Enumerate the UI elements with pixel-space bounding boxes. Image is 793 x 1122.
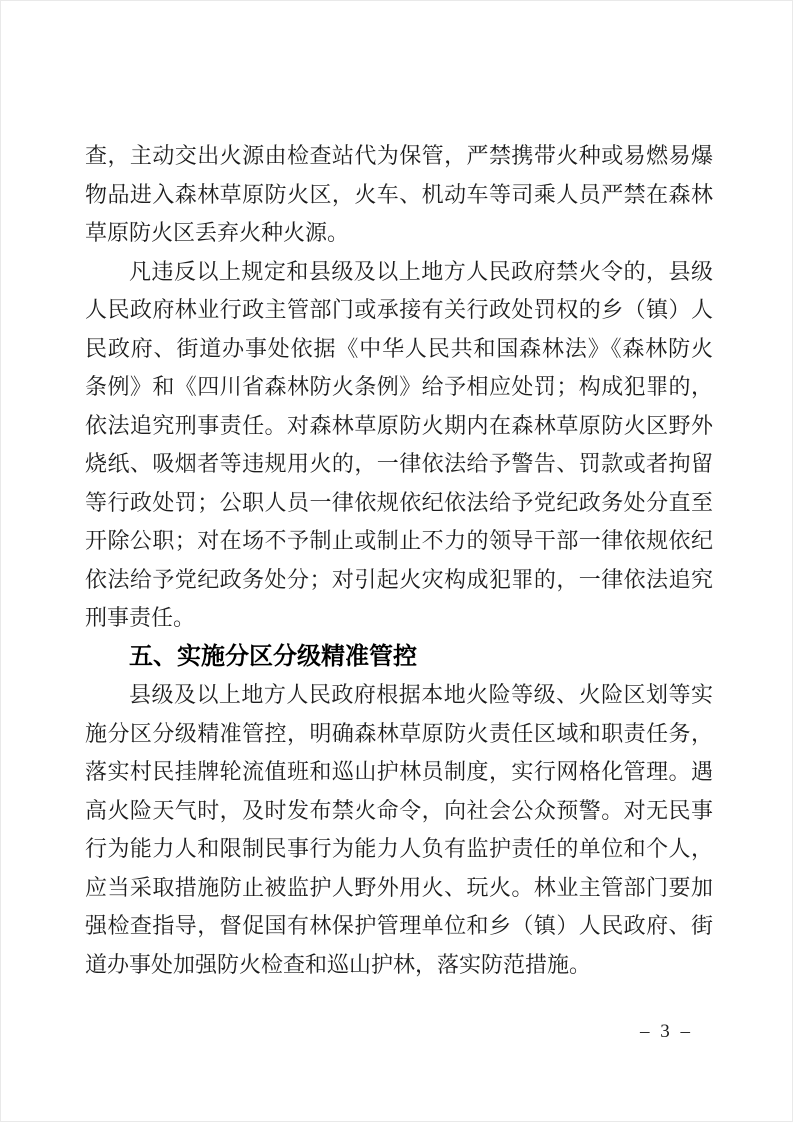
body-line: 高火险天气时，及时发布禁火命令，向社会公众预警。对无民事 [85,797,713,823]
body-line: 物品进入森林草原防火区，火车、机动车等司乘人员严禁在森林 [85,181,713,207]
body-line: 应当采取措施防止被监护人野外用火、玩火。林业主管部门要加 [85,874,713,900]
page-number: – 3 – [640,1021,693,1042]
body-line: 依法给予党纪政务处分；对引起火灾构成犯罪的，一律依法追究 [85,566,713,592]
body-line: 人民政府林业行政主管部门或承接有关行政处罚权的乡（镇）人 [85,297,713,322]
body-line: 刑事责任。 [85,605,196,630]
body-line: 开除公职；对在场不予制止或制止不力的领导干部一律依规依纪 [85,528,713,553]
body-line: 依法追究刑事责任。对森林草原防火期内在森林草原防火区野外 [85,412,713,438]
body-line: 查，主动交出火源由检查站代为保管，严禁携带火种或易燃易爆 [85,143,713,168]
body-line: 行为能力人和限制民事行为能力人负有监护责任的单位和个人， [85,836,713,861]
body-line: 烧纸、吸烟者等违规用火的，一律依法给予警告、罚款或者拘留 [85,451,713,476]
body-line: 条例》和《四川省森林防火条例》给予相应处罚；构成犯罪的， [85,374,713,399]
body-line: 等行政处罚；公职人员一律依规依纪依法给予党纪政务处分直至 [85,489,713,515]
body-line: 民政府、街道办事处依据《中华人民共和国森林法》《森林防火 [85,335,713,361]
body-line: 道办事处加强防火检查和巡山护林，落实防范措施。 [85,951,592,977]
body-line: 强检查指导，督促国有林保护管理单位和乡（镇）人民政府、街 [85,913,713,938]
body-line: 落实村民挂牌轮流值班和巡山护林员制度，实行网格化管理。遇 [85,759,713,784]
body-line: 凡违反以上规定和县级及以上地方人民政府禁火令的，县级 [129,258,713,284]
body-line: 草原防火区丢弃火种火源。 [85,220,350,245]
body-line: 施分区分级精准管控，明确森林草原防火责任区域和职责任务， [85,720,713,746]
body-line: 县级及以上地方人民政府根据本地火险等级、火险区划等实 [129,682,713,707]
document-body [85,137,713,984]
section-heading: 五、实施分区分级精准管控 [129,642,417,670]
